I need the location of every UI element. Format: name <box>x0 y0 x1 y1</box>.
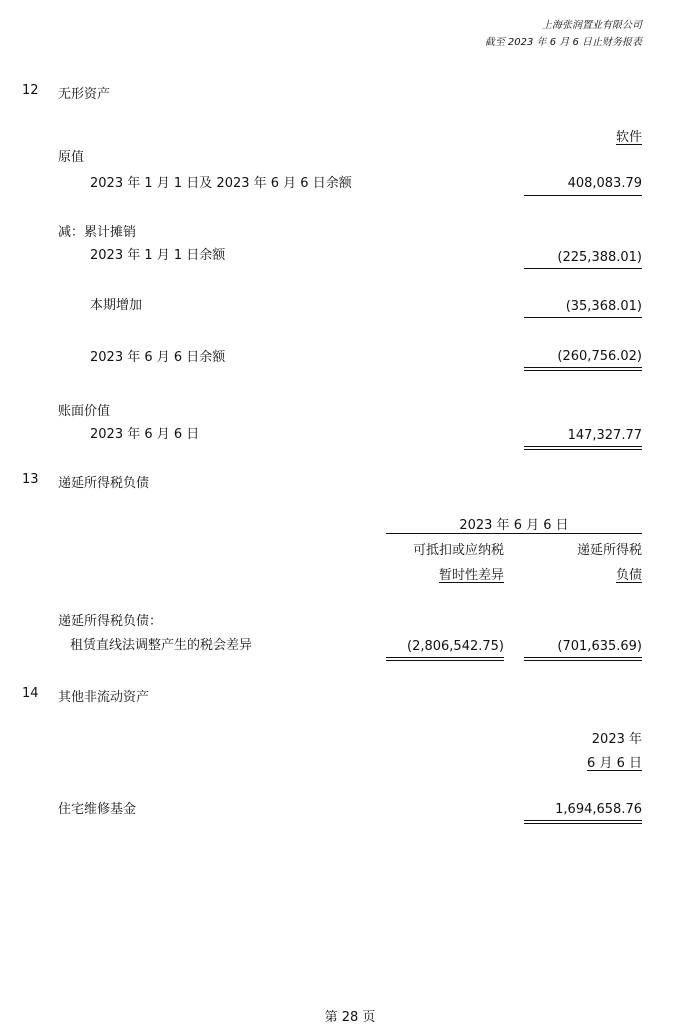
double-rule <box>524 657 642 661</box>
date-header-line2: 6 月 6 日 <box>587 756 642 771</box>
original-value-row-label: 2023 年 1 月 1 日及 2023 年 6 月 6 日余额 <box>90 176 352 191</box>
amortization-closing-label: 2023 年 6 月 6 日余额 <box>90 350 226 365</box>
double-rule <box>524 446 642 450</box>
book-value-row-label: 2023 年 6 月 6 日 <box>90 427 200 442</box>
section-13-number: 13 <box>22 472 39 487</box>
amortization-addition-label: 本期增加 <box>90 298 143 313</box>
section-12-title: 无形资产 <box>58 87 111 102</box>
amortization-label: 减：累计摊销 <box>58 225 137 240</box>
temporary-difference-header-line2: 暂时性差异 <box>438 568 504 583</box>
section-14-number: 14 <box>22 686 39 701</box>
lease-temporary-difference: (2,806,542.75) <box>407 639 504 654</box>
company-name: 上海张润置业有限公司 <box>542 20 642 31</box>
date-header-line1: 2023 年 <box>591 732 642 747</box>
rule <box>386 533 642 534</box>
section-14-title: 其他非流动资产 <box>58 690 150 705</box>
double-rule <box>386 657 504 661</box>
double-rule <box>524 367 642 371</box>
date-column-header: 2023 年 6 月 6 日 <box>459 518 569 533</box>
book-value-label: 账面价值 <box>58 404 111 419</box>
amortization-closing-amount: (260,756.02) <box>557 349 642 364</box>
deferred-tax-group-label: 递延所得税负债： <box>58 614 163 629</box>
lease-adjustment-label: 租赁直线法调整产生的税会差异 <box>70 638 253 653</box>
report-subtitle: 截至 2023 年 6 月 6 日止财务报表 <box>484 37 642 48</box>
deferred-tax-header-line2: 负债 <box>615 568 642 583</box>
lease-deferred-tax-liability: (701,635.69) <box>557 639 642 654</box>
temporary-difference-header-line1: 可抵扣或应纳税 <box>412 543 504 558</box>
amortization-opening-label: 2023 年 1 月 1 日余额 <box>90 248 226 263</box>
software-column-header: 软件 <box>615 130 642 145</box>
original-value-label: 原值 <box>58 150 85 165</box>
page-number: 第 28 页 <box>324 1010 376 1025</box>
book-value-amount: 147,327.77 <box>567 428 642 443</box>
maintenance-fund-amount: 1,694,658.76 <box>555 802 642 817</box>
deferred-tax-header-line1: 递延所得税 <box>576 543 642 558</box>
rule <box>524 195 642 196</box>
rule <box>524 268 642 269</box>
rule <box>524 317 642 318</box>
amortization-addition-amount: (35,368.01) <box>565 299 642 314</box>
amortization-opening-amount: (225,388.01) <box>557 250 642 265</box>
section-13-title: 递延所得税负债 <box>58 476 150 491</box>
section-12-number: 12 <box>22 83 39 98</box>
original-value-amount: 408,083.79 <box>567 176 642 191</box>
maintenance-fund-label: 住宅维修基金 <box>58 802 137 817</box>
double-rule <box>524 820 642 824</box>
